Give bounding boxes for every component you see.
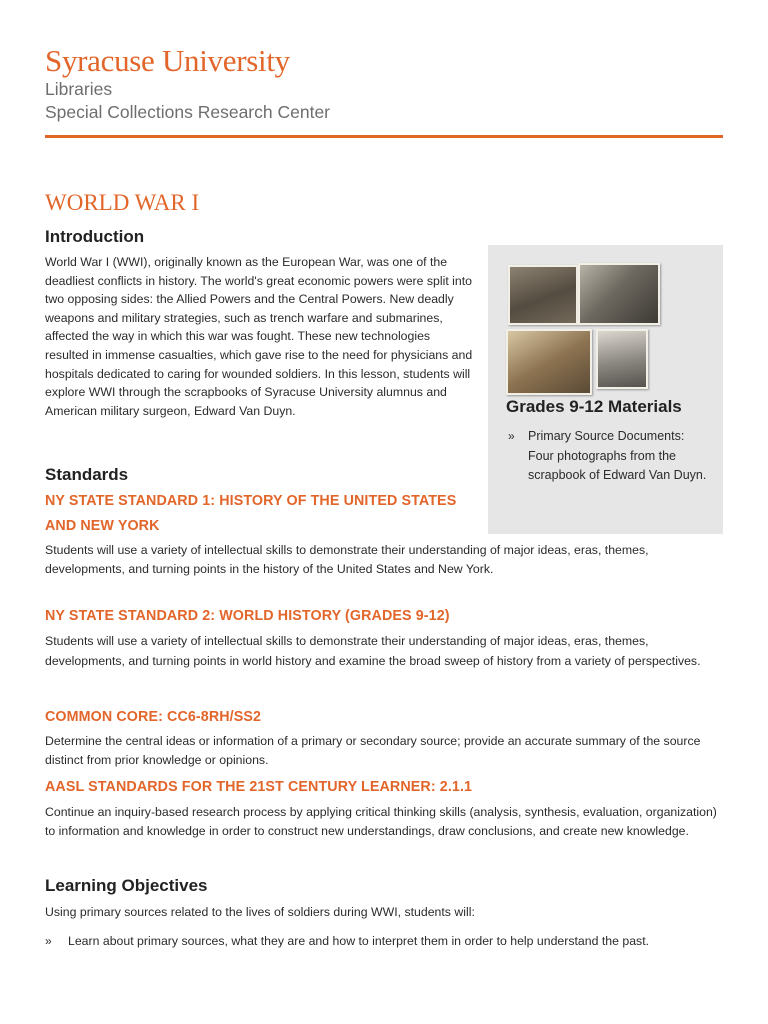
wounded-soldiers-photo	[596, 329, 648, 389]
list-item	[45, 932, 649, 951]
introduction-text: World War I (WWI), originally known as the European War, was one of the deadliest conflicts in history. The world's great economic powers were split into two opposing sides: the Allied Powers and the Central Powers. New deadly weapons and military strategies, such as trench warfare and submarines, affected the way in which this war was fought. These new technologies resulted in immense casualties, which gave rise to the need for physicians and hospitals dedicated to caring for wounded soldiers. In this lesson, students will explore WWI through the scrapbooks of Syracuse University alumnus and American military surgeon, Edward Van Duyn.	[45, 255, 473, 418]
standard-1-title: NY STATE STANDARD 1: HISTORY OF THE UNITED STATES AND NEW YORK	[45, 493, 457, 534]
bullet-marker: »	[45, 934, 52, 948]
standard-3-text: Determine the central ideas or information of a primary or secondary source; provide an accurate summary of the source distinct from prior knowledge or opinions.	[45, 734, 701, 767]
introduction-heading: Introduction	[45, 227, 145, 246]
soldiers-photo	[508, 265, 578, 325]
hospital-photo	[578, 263, 660, 325]
header-divider	[45, 135, 723, 138]
libraries-label: Libraries	[45, 79, 113, 99]
learning-objectives-intro: Using primary sources related to the lives of soldiers during WWI, students will:	[45, 905, 475, 919]
standard-1-text: Students will use a variety of intellectual skills to demonstrate their understanding of major ideas, eras, themes, developments, and turning points in the history of the United States and New York.	[45, 543, 649, 576]
university-name: Syracuse University	[45, 43, 290, 78]
learning-objectives-heading: Learning Objectives	[45, 876, 208, 895]
standard-3-title: COMMON CORE: CC6-8RH/SS2	[45, 709, 262, 725]
standard-2-text: Students will use a variety of intellectual skills to demonstrate their understanding of major ideas, eras, themes, developments, and turning points in world history and examine the broad sweep of history from a variety of perspectives.	[45, 634, 701, 668]
page-title: WORLD WAR I	[45, 190, 200, 215]
center-label: Special Collections Research Center	[45, 102, 330, 122]
materials-sidebar	[488, 245, 723, 534]
standard-4-text: Continue an inquiry-based research process by applying critical thinking skills (analysis, synthesis, evaluation, organization) to information and knowledge in order to construct new understandings, draw conclusions, and create new knowledge.	[45, 805, 717, 838]
materials-item-text: Primary Source Documents: Four photographs from the scrapbook of Edward Van Duyn.	[528, 429, 707, 482]
objective-text: Learn about primary sources, what they are and how to interpret them in order to help understand the past.	[68, 934, 650, 948]
standard-4-title: AASL STANDARDS FOR THE 21ST CENTURY LEARNER: 2.1.1	[45, 779, 473, 795]
photo-collage	[506, 263, 646, 393]
standards-heading: Standards	[45, 465, 129, 484]
bullet-marker: »	[508, 429, 515, 443]
letterhead	[45, 44, 725, 124]
list-item	[508, 427, 708, 486]
ambulance-photo	[506, 329, 592, 395]
materials-heading: Grades 9-12 Materials	[506, 397, 682, 416]
standard-2-title: NY STATE STANDARD 2: WORLD HISTORY (GRADES 9-12)	[45, 608, 450, 624]
materials-list	[508, 427, 708, 486]
